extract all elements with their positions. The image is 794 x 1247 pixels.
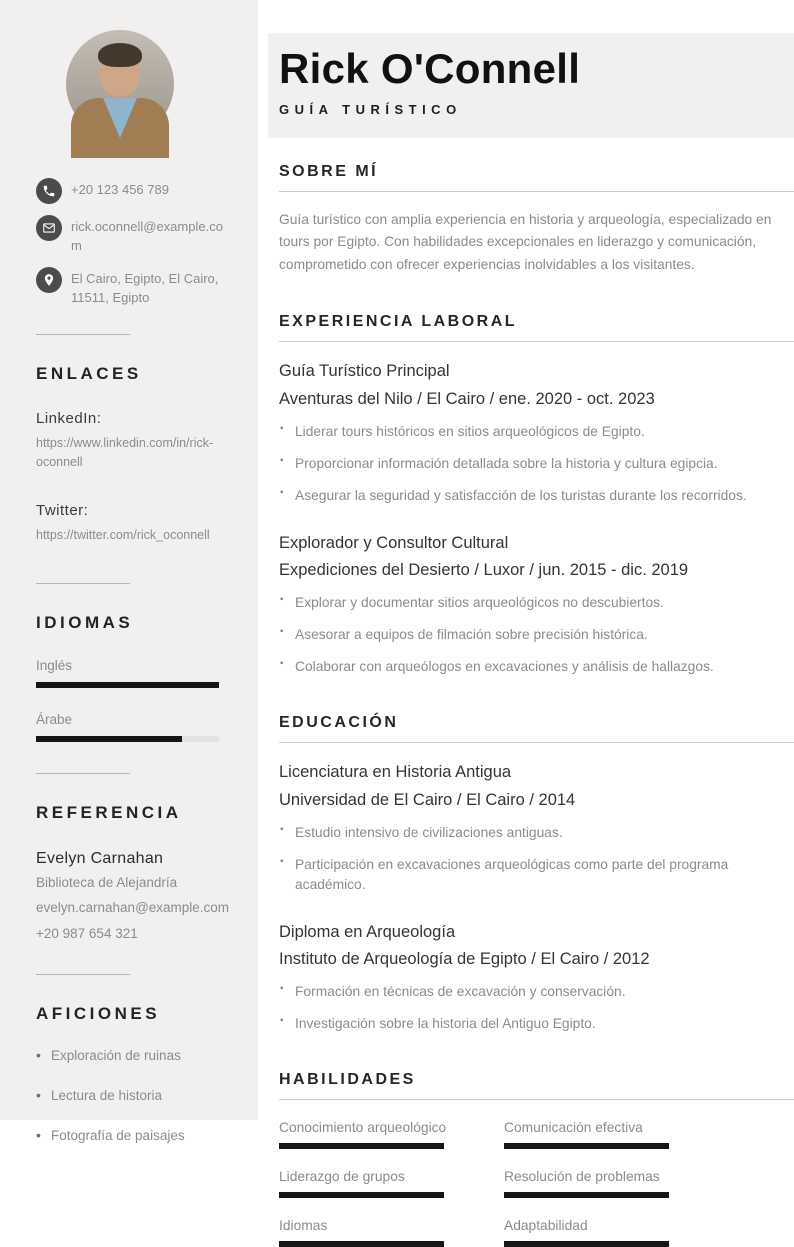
language-level-bar [36,682,219,688]
email-icon [36,215,62,241]
experience-entry [279,361,794,505]
sidebar-divider [36,334,130,335]
language-level-fill [36,736,182,742]
contact-list [36,178,232,307]
languages-heading: IDIOMAS [36,612,134,632]
experience-heading: EXPERIENCIA LABORAL [279,313,518,331]
profile-photo [66,30,174,138]
linkedin-url[interactable]: https://www.linkedin.com/in/rick-oconnell [36,436,214,470]
contact-email-row [36,215,232,256]
sidebar [0,0,258,1144]
skill-level-bar [504,1192,669,1198]
skills-grid [279,1120,794,1247]
skill-level-bar [279,1143,444,1149]
skill-level-fill [279,1143,444,1149]
about-text: Guía turístico con amplia experiencia en historia y arqueología, especializado en tours por Egipto. Con habilidades excepcionales en liderazgo y comunicación, comprometido con ofrecer experiencias inolvidables a los visitantes. [279,212,772,272]
section-rule [279,1099,794,1100]
section-rule [279,191,794,192]
job-bullet: ▪ Proporcionar información detallada sobre la historia y cultura egipcia. [279,454,780,474]
hobby-item: • Exploración de ruinas [36,1048,258,1063]
degree-bullets [279,823,794,895]
hobby-item: • Lectura de historia [36,1088,258,1103]
language-level-bar [36,736,219,742]
location-icon [36,267,62,293]
reference-name: Evelyn Carnahan [36,849,164,867]
skill-item [279,1218,444,1247]
job-meta: Expediciones del Desierto / Luxor / jun. 2015 - dic. 2019 [279,561,689,580]
sidebar-divider [36,974,130,975]
skills-heading: HABILIDADES [279,1071,416,1089]
phone-number: +20 123 456 789 [71,182,169,197]
job-title: Guía Turístico Principal [279,362,450,381]
degree-bullet: ▪ Investigación sobre la historia del Antiguo Egipto. [279,1014,780,1034]
skill-level-bar [504,1143,669,1149]
degree-bullet: ▪ Formación en técnicas de excavación y conservación. [279,982,780,1002]
header-band [268,33,794,138]
language-name: Árabe [36,711,73,727]
person-name: Rick O'Connell [279,45,581,92]
language-name: Inglés [36,657,73,673]
twitter-label: Twitter: [36,501,89,519]
skill-level-bar [279,1192,444,1198]
experience-entry [279,533,794,677]
degree-bullets [279,982,794,1034]
reference-organization: Biblioteca de Alejandría [36,874,178,890]
skill-level-fill [279,1192,444,1198]
skill-item [504,1169,669,1198]
hobbies-heading: AFICIONES [36,1004,161,1024]
links-heading: ENLACES [36,364,142,384]
job-bullet: ▪ Asegurar la seguridad y satisfacción de los turistas durante los recorridos. [279,486,780,506]
language-item [0,658,258,688]
skill-item [279,1169,444,1198]
skill-level-fill [504,1143,669,1149]
about-heading: SOBRE MÍ [279,163,379,180]
reference-heading: REFERENCIA [36,802,182,822]
skill-level-bar [504,1241,669,1247]
hobby-item: • Fotografía de paisajes [36,1128,258,1143]
twitter-url[interactable]: https://twitter.com/rick_oconnell [36,527,210,542]
photo-hair [98,43,142,67]
skill-level-fill [504,1192,669,1198]
main-column [268,0,794,1234]
skill-name: Adaptabilidad [504,1218,588,1234]
link-group-linkedin [0,410,258,472]
job-bullets [279,593,794,677]
degree-bullet: ▪ Participación en excavaciones arqueológicas como parte del programa académico. [279,855,780,895]
degree-meta: Instituto de Arqueología de Egipto / El Cairo / 2012 [279,950,650,969]
education-entry [279,762,794,894]
linkedin-label: LinkedIn: [36,410,102,428]
section-skills [279,1071,794,1247]
language-level-fill [36,682,219,688]
email-address: rick.oconnell@example.com [71,219,223,253]
section-about [279,163,794,276]
link-group-twitter [0,502,258,545]
contact-location-row [36,267,232,308]
education-entry [279,922,794,1034]
main-content [268,163,794,1247]
section-experience [279,313,794,677]
section-education [279,714,794,1034]
job-bullets [279,422,794,506]
skill-item [504,1120,669,1149]
skill-level-fill [279,1241,444,1247]
skill-level-bar [279,1241,444,1247]
job-meta: Aventuras del Nilo / El Cairo / ene. 2020 - oct. 2023 [279,389,655,408]
reference-phone: +20 987 654 321 [36,926,138,942]
contact-phone-row [36,178,232,204]
skill-name: Idiomas [279,1218,328,1234]
job-bullet: ▪ Liderar tours históricos en sitios arqueológicos de Egipto. [279,422,780,442]
hobbies-list [36,1048,258,1143]
skill-name: Comunicación efectiva [504,1120,643,1136]
skill-name: Resolución de problemas [504,1169,660,1185]
skill-item [504,1218,669,1247]
degree-title: Diploma en Arqueología [279,922,456,941]
location-text: El Cairo, Egipto, El Cairo, 11511, Egipto [71,270,219,305]
language-item [0,712,258,742]
job-title: Explorador y Consultor Cultural [279,533,509,552]
degree-bullet: ▪ Estudio intensivo de civilizaciones antiguas. [279,823,780,843]
skill-name: Liderazgo de grupos [279,1169,405,1185]
sidebar-divider [36,583,130,584]
job-bullet: ▪ Explorar y documentar sitios arqueológicos no descubiertos. [279,593,780,613]
degree-title: Licenciatura en Historia Antigua [279,763,512,782]
skill-item [279,1120,447,1149]
section-rule [279,341,794,342]
job-bullet: ▪ Asesorar a equipos de filmación sobre precisión histórica. [279,625,780,645]
person-role: GUÍA TURÍSTICO [279,102,462,118]
skill-name: Conocimiento arqueológico [279,1120,447,1136]
sidebar-divider [36,773,130,774]
degree-meta: Universidad de El Cairo / El Cairo / 2014 [279,790,576,809]
section-rule [279,742,794,743]
skill-level-fill [504,1241,669,1247]
phone-icon [36,178,62,204]
job-bullet: ▪ Colaborar con arqueólogos en excavaciones y análisis de hallazgos. [279,657,780,677]
education-heading: EDUCACIÓN [279,714,399,732]
reference-email: evelyn.carnahan@example.com [36,899,230,915]
